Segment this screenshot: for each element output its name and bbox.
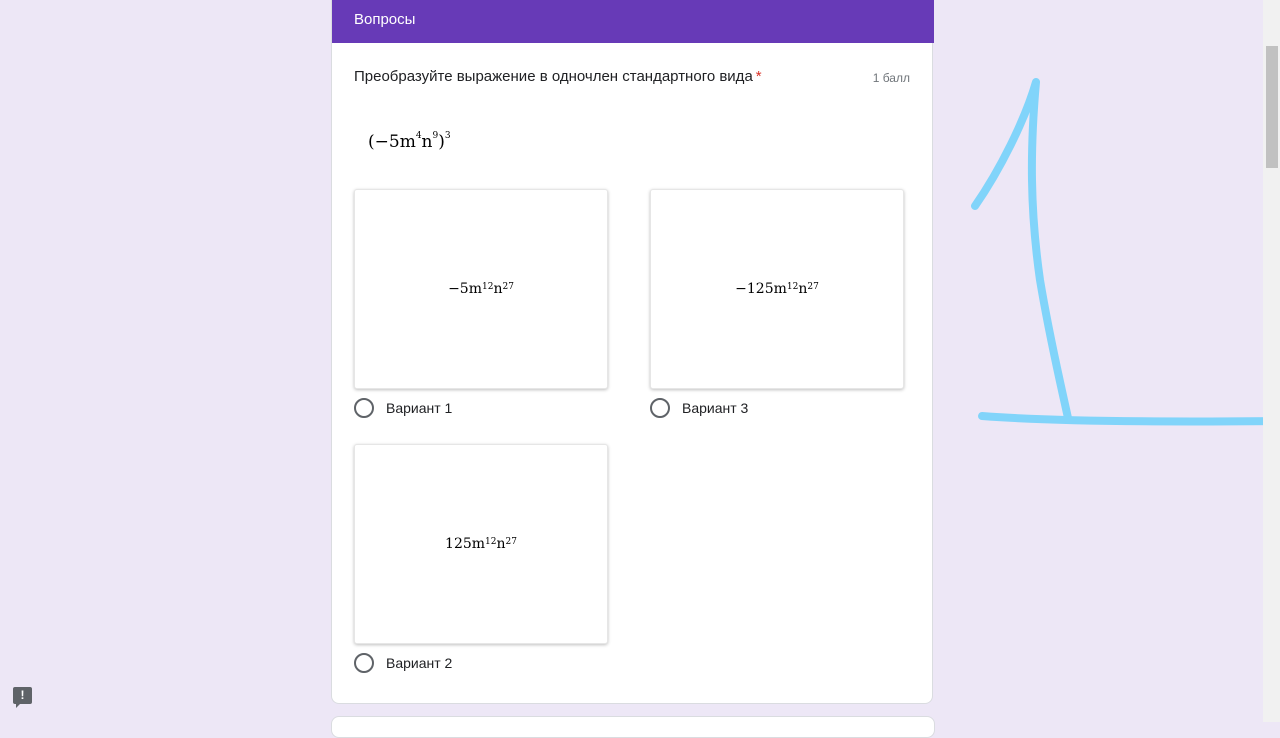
- required-mark: *: [755, 68, 762, 85]
- question-card: [331, 0, 933, 704]
- next-question-card: [331, 716, 935, 738]
- option-1-radio[interactable]: [354, 398, 374, 418]
- option-1-image: −5m $^{12}$ n $^{27}$: [354, 189, 608, 389]
- annotation-stroke-2: [982, 416, 1280, 421]
- scrollbar-thumb[interactable]: [1266, 46, 1278, 168]
- option-3-radio[interactable]: [650, 398, 670, 418]
- report-icon[interactable]: !: [13, 687, 32, 704]
- question-title: [354, 68, 762, 85]
- option-2[interactable]: [354, 653, 452, 673]
- points-label: 1 балл: [872, 71, 910, 85]
- option-1[interactable]: [354, 398, 452, 418]
- scrollbar[interactable]: [1263, 0, 1280, 722]
- section-header: [332, 0, 934, 43]
- option-2-image: 125m $^{12}$ n $^{27}$: [354, 444, 608, 644]
- annotation-stroke-1: [975, 82, 1068, 418]
- option-2-label: Вариант 2: [386, 655, 453, 671]
- option-3-image: −125m $^{12}$ n $^{27}$: [650, 189, 904, 389]
- option-3[interactable]: [650, 398, 748, 418]
- section-title: Вопросы: [354, 11, 416, 28]
- option-2-radio[interactable]: [354, 653, 374, 673]
- option-1-label: Вариант 1: [386, 400, 453, 416]
- question-expression: $(-5m^4n^9)^3$: [368, 131, 451, 152]
- question-text: Преобразуйте выражение в одночлен стандартного вида: [354, 68, 753, 85]
- option-3-label: Вариант 3: [682, 400, 749, 416]
